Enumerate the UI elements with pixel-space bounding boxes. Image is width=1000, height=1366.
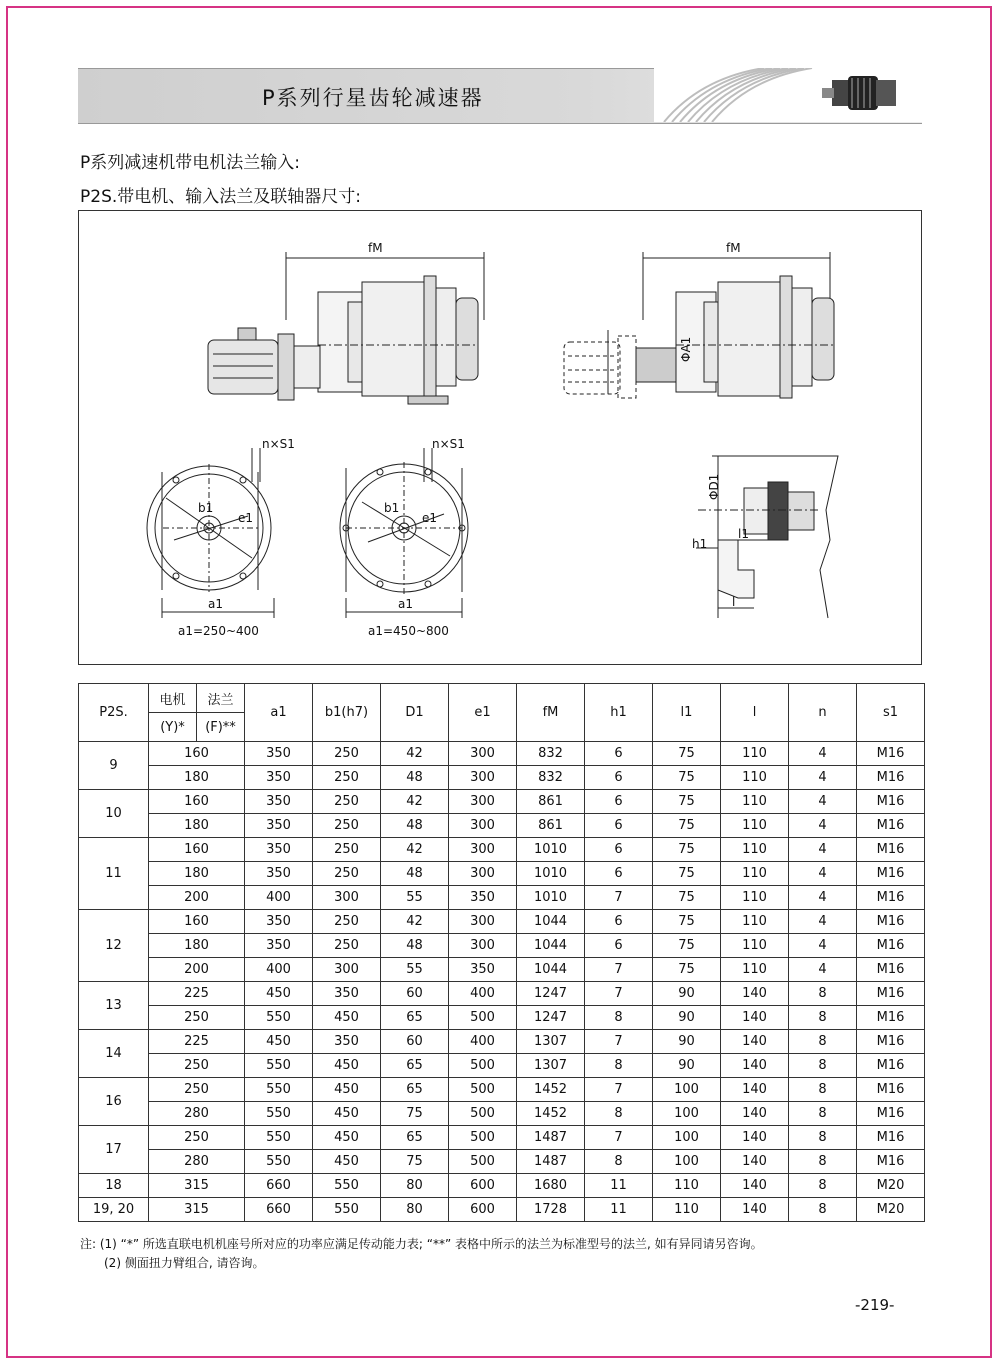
table-cell: 90 <box>653 1006 721 1030</box>
table-cell: 300 <box>449 862 517 886</box>
table-cell: 8 <box>585 1102 653 1126</box>
table-cell: 6 <box>585 862 653 886</box>
table-row <box>79 838 925 862</box>
table-cell: 450 <box>313 1102 381 1126</box>
table-cell: 90 <box>653 982 721 1006</box>
table-cell: 75 <box>381 1102 449 1126</box>
table-cell: 550 <box>313 1174 381 1198</box>
label-l1: l1 <box>738 527 749 541</box>
table-cell: 400 <box>449 1030 517 1054</box>
table-row <box>79 766 925 790</box>
table-cell: 140 <box>721 1078 789 1102</box>
technical-drawing <box>78 210 922 665</box>
table-row <box>79 1006 925 1030</box>
table-cell: 4 <box>789 910 857 934</box>
table-cell: 75 <box>653 958 721 982</box>
table-row <box>79 1078 925 1102</box>
table-cell: 7 <box>585 1030 653 1054</box>
label-b1-right: b1 <box>384 501 400 515</box>
table-cell: 180 <box>149 814 245 838</box>
cell-size: 18 <box>79 1174 149 1198</box>
table-cell: 140 <box>721 1174 789 1198</box>
table-row <box>79 910 925 934</box>
table-cell: 110 <box>721 958 789 982</box>
table-cell: 7 <box>585 1126 653 1150</box>
table-cell: 250 <box>149 1054 245 1078</box>
table-row <box>79 934 925 958</box>
table-cell: 350 <box>313 982 381 1006</box>
table-cell: 48 <box>381 766 449 790</box>
table-cell: 100 <box>653 1150 721 1174</box>
header-p2s: P2S. <box>79 684 149 742</box>
table-cell: 110 <box>721 766 789 790</box>
table-cell: 75 <box>653 814 721 838</box>
table-cell: 500 <box>449 1054 517 1078</box>
table-cell: 7 <box>585 886 653 910</box>
cell-size: 12 <box>79 910 149 982</box>
table-cell: 250 <box>313 862 381 886</box>
label-h1: h1 <box>692 537 708 551</box>
header-a1: a1 <box>245 684 313 742</box>
cell-size: 16 <box>79 1078 149 1126</box>
table-cell: 350 <box>245 790 313 814</box>
table-cell: 65 <box>381 1006 449 1030</box>
table-cell: 140 <box>721 1102 789 1126</box>
table-cell: 450 <box>313 1054 381 1078</box>
table-cell: 6 <box>585 910 653 934</box>
table-row <box>79 982 925 1006</box>
table-cell: 140 <box>721 1030 789 1054</box>
table-cell: M16 <box>857 1006 925 1030</box>
table-cell: M16 <box>857 958 925 982</box>
table-cell: 48 <box>381 814 449 838</box>
table-cell: 300 <box>313 886 381 910</box>
label-e1-left: e1 <box>238 511 254 525</box>
table-cell: 8 <box>789 1102 857 1126</box>
table-cell: 140 <box>721 1006 789 1030</box>
label-nxs1-right: n×S1 <box>432 437 465 451</box>
table-cell: 550 <box>313 1198 381 1222</box>
table-cell: 8 <box>585 1054 653 1078</box>
table-cell: 350 <box>449 886 517 910</box>
table-cell: 75 <box>653 862 721 886</box>
table-cell: 80 <box>381 1174 449 1198</box>
table-cell: 110 <box>721 790 789 814</box>
table-cell: M16 <box>857 742 925 766</box>
table-cell: 300 <box>449 934 517 958</box>
table-row <box>79 1126 925 1150</box>
caption-a1-large: a1=450~800 <box>368 624 449 638</box>
table-cell: M16 <box>857 1030 925 1054</box>
table-cell: 110 <box>721 862 789 886</box>
table-cell: 4 <box>789 742 857 766</box>
cell-size: 14 <box>79 1030 149 1078</box>
table-cell: 450 <box>313 1150 381 1174</box>
table-cell: 1307 <box>517 1054 585 1078</box>
label-l: l <box>732 595 736 609</box>
table-cell: 832 <box>517 742 585 766</box>
table-cell: M16 <box>857 1126 925 1150</box>
table-cell: 42 <box>381 910 449 934</box>
label-b1-left: b1 <box>198 501 214 515</box>
table-cell: 300 <box>313 958 381 982</box>
table-cell: 90 <box>653 1030 721 1054</box>
table-row <box>79 814 925 838</box>
table-cell: 42 <box>381 790 449 814</box>
header-flange: 法兰 <box>197 684 245 713</box>
table-cell: 350 <box>449 958 517 982</box>
table-cell: 8 <box>789 1174 857 1198</box>
table-cell: M16 <box>857 766 925 790</box>
header-fm: fM <box>517 684 585 742</box>
table-cell: 550 <box>245 1078 313 1102</box>
table-cell: 100 <box>653 1102 721 1126</box>
table-cell: 11 <box>585 1174 653 1198</box>
table-cell: 80 <box>381 1198 449 1222</box>
table-cell: 300 <box>449 790 517 814</box>
note-2: (2) 侧面扭力臂组合, 请咨询。 <box>104 1256 265 1270</box>
table-cell: 6 <box>585 790 653 814</box>
table-cell: 4 <box>789 862 857 886</box>
table-cell: 1010 <box>517 838 585 862</box>
table-cell: 4 <box>789 766 857 790</box>
table-row <box>79 1054 925 1078</box>
table-cell: 6 <box>585 766 653 790</box>
table-cell: 140 <box>721 1150 789 1174</box>
table-cell: 42 <box>381 838 449 862</box>
caption-a1-small: a1=250~400 <box>178 624 259 638</box>
table-cell: 75 <box>381 1150 449 1174</box>
label-fm-right: fM <box>726 241 741 255</box>
table-row <box>79 742 925 766</box>
table-cell: M16 <box>857 1054 925 1078</box>
table-cell: 350 <box>245 862 313 886</box>
table-cell: 6 <box>585 934 653 958</box>
table-cell: M20 <box>857 1198 925 1222</box>
table-row <box>79 1174 925 1198</box>
table-cell: 450 <box>313 1078 381 1102</box>
table-cell: 8 <box>789 1126 857 1150</box>
label-a1-right: a1 <box>398 597 413 611</box>
table-cell: 11 <box>585 1198 653 1222</box>
table-cell: M16 <box>857 982 925 1006</box>
header-n: n <box>789 684 857 742</box>
table-cell: 450 <box>313 1126 381 1150</box>
table-row <box>79 790 925 814</box>
table-cell: 1010 <box>517 862 585 886</box>
table-cell: 1044 <box>517 934 585 958</box>
table-cell: 55 <box>381 958 449 982</box>
table-cell: 250 <box>313 838 381 862</box>
table-cell: 250 <box>313 790 381 814</box>
table-cell: 1044 <box>517 958 585 982</box>
table-cell: 8 <box>789 1030 857 1054</box>
table-cell: 250 <box>149 1078 245 1102</box>
table-cell: 861 <box>517 814 585 838</box>
table-row <box>79 862 925 886</box>
table-cell: 250 <box>149 1006 245 1030</box>
header-flange-sub: (F)** <box>197 713 245 742</box>
table-row <box>79 958 925 982</box>
table-cell: 450 <box>245 1030 313 1054</box>
table-cell: 160 <box>149 790 245 814</box>
table-cell: 60 <box>381 1030 449 1054</box>
table-cell: 110 <box>653 1198 721 1222</box>
table-cell: 500 <box>449 1150 517 1174</box>
table-cell: 180 <box>149 934 245 958</box>
table-cell: 1044 <box>517 910 585 934</box>
table-cell: 400 <box>449 982 517 1006</box>
cell-size: 10 <box>79 790 149 838</box>
cell-size: 13 <box>79 982 149 1030</box>
table-cell: 180 <box>149 862 245 886</box>
table-cell: 400 <box>245 958 313 982</box>
table-cell: 8 <box>789 1054 857 1078</box>
label-nxs1-left: n×S1 <box>262 437 295 451</box>
table-cell: M16 <box>857 910 925 934</box>
table-cell: 350 <box>245 934 313 958</box>
table-cell: 300 <box>449 814 517 838</box>
table-cell: 500 <box>449 1126 517 1150</box>
dimension-table <box>78 683 925 1222</box>
section-title: P系列减速机带电机法兰输入: <box>80 153 300 173</box>
table-cell: 8 <box>585 1150 653 1174</box>
table-row <box>79 1102 925 1126</box>
table-cell: 48 <box>381 862 449 886</box>
table-cell: 300 <box>449 910 517 934</box>
header-d1: D1 <box>381 684 449 742</box>
table-cell: 8 <box>789 1078 857 1102</box>
table-cell: 75 <box>653 934 721 958</box>
header-s1: s1 <box>857 684 925 742</box>
table-cell: 160 <box>149 838 245 862</box>
table-cell: 140 <box>721 1198 789 1222</box>
page-number: -219- <box>855 1296 895 1314</box>
table-cell: 400 <box>245 886 313 910</box>
table-cell: 350 <box>245 910 313 934</box>
table-cell: 6 <box>585 742 653 766</box>
table-cell: 450 <box>245 982 313 1006</box>
table-cell: 140 <box>721 1054 789 1078</box>
table-cell: 48 <box>381 934 449 958</box>
table-cell: 1247 <box>517 982 585 1006</box>
table-cell: 350 <box>313 1030 381 1054</box>
table-cell: 100 <box>653 1078 721 1102</box>
label-fm-left: fM <box>368 241 383 255</box>
label-phi-d1: ΦD1 <box>707 473 721 500</box>
table-cell: 600 <box>449 1174 517 1198</box>
header-stripes-decoration <box>654 68 922 122</box>
table-cell: 1010 <box>517 886 585 910</box>
table-cell: 160 <box>149 742 245 766</box>
header-b1: b1(h7) <box>313 684 381 742</box>
table-row <box>79 886 925 910</box>
table-cell: 75 <box>653 886 721 910</box>
table-cell: M16 <box>857 862 925 886</box>
table-cell: 75 <box>653 838 721 862</box>
cell-size: 19, 20 <box>79 1198 149 1222</box>
table-cell: 6 <box>585 838 653 862</box>
table-cell: 42 <box>381 742 449 766</box>
table-cell: 7 <box>585 982 653 1006</box>
table-cell: 832 <box>517 766 585 790</box>
table-cell: 500 <box>449 1102 517 1126</box>
table-cell: 550 <box>245 1006 313 1030</box>
table-cell: 315 <box>149 1174 245 1198</box>
table-cell: 550 <box>245 1150 313 1174</box>
table-cell: 1247 <box>517 1006 585 1030</box>
table-cell: 4 <box>789 886 857 910</box>
table-cell: 250 <box>313 742 381 766</box>
header-l: l <box>721 684 789 742</box>
table-cell: 500 <box>449 1078 517 1102</box>
table-cell: 6 <box>585 814 653 838</box>
table-cell: 250 <box>313 934 381 958</box>
table-cell: 8 <box>789 982 857 1006</box>
table-cell: 160 <box>149 910 245 934</box>
table-cell: 225 <box>149 1030 245 1054</box>
header-e1: e1 <box>449 684 517 742</box>
table-cell: 300 <box>449 838 517 862</box>
table-cell: 140 <box>721 982 789 1006</box>
table-cell: 110 <box>721 886 789 910</box>
table-cell: 8 <box>789 1150 857 1174</box>
table-cell: 180 <box>149 766 245 790</box>
table-cell: 1452 <box>517 1102 585 1126</box>
table-cell: M16 <box>857 1102 925 1126</box>
table-cell: 280 <box>149 1150 245 1174</box>
table-cell: 90 <box>653 1054 721 1078</box>
table-cell: 350 <box>245 814 313 838</box>
table-cell: M16 <box>857 886 925 910</box>
table-cell: M16 <box>857 1150 925 1174</box>
table-cell: 225 <box>149 982 245 1006</box>
table-cell: M16 <box>857 790 925 814</box>
table-cell: 1452 <box>517 1078 585 1102</box>
table-cell: 4 <box>789 958 857 982</box>
table-cell: 75 <box>653 790 721 814</box>
table-cell: 250 <box>149 1126 245 1150</box>
header-motor: 电机 <box>149 684 197 713</box>
table-cell: 8 <box>789 1198 857 1222</box>
table-cell: 140 <box>721 1126 789 1150</box>
table-cell: 110 <box>721 910 789 934</box>
table-cell: M20 <box>857 1174 925 1198</box>
table-cell: 110 <box>721 742 789 766</box>
table-cell: 1307 <box>517 1030 585 1054</box>
table-cell: 250 <box>313 814 381 838</box>
table-cell: 8 <box>585 1006 653 1030</box>
table-cell: 100 <box>653 1126 721 1150</box>
table-cell: 300 <box>449 766 517 790</box>
note-1: 注: (1) “*” 所选直联电机机座号所对应的功率应满足传动能力表; “**” 表格中所示的法兰为标准型号的法兰, 如有异同请另咨询。 <box>80 1237 763 1251</box>
table-cell: 350 <box>245 766 313 790</box>
table-cell: 75 <box>653 766 721 790</box>
label-e1-right: e1 <box>422 511 438 525</box>
table-cell: 350 <box>245 742 313 766</box>
table-body <box>79 742 925 1222</box>
table-cell: M16 <box>857 838 925 862</box>
table-cell: 300 <box>449 742 517 766</box>
table-cell: 4 <box>789 814 857 838</box>
table-cell: 450 <box>313 1006 381 1030</box>
table-cell: 660 <box>245 1198 313 1222</box>
table-cell: M16 <box>857 814 925 838</box>
table-cell: 550 <box>245 1102 313 1126</box>
table-cell: 550 <box>245 1126 313 1150</box>
table-cell: 7 <box>585 1078 653 1102</box>
table-cell: 1487 <box>517 1126 585 1150</box>
table-cell: 55 <box>381 886 449 910</box>
table-cell: 8 <box>789 1006 857 1030</box>
table-cell: 250 <box>313 766 381 790</box>
table-row <box>79 1150 925 1174</box>
table-cell: 110 <box>721 838 789 862</box>
table-cell: 65 <box>381 1078 449 1102</box>
table-cell: 4 <box>789 934 857 958</box>
cell-size: 9 <box>79 742 149 790</box>
table-cell: 110 <box>653 1174 721 1198</box>
section-subtitle: P2S.带电机、输入法兰及联轴器尺寸: <box>80 187 361 207</box>
table-cell: 75 <box>653 910 721 934</box>
table-cell: 60 <box>381 982 449 1006</box>
table-cell: 500 <box>449 1006 517 1030</box>
table-cell: 4 <box>789 790 857 814</box>
cell-size: 11 <box>79 838 149 910</box>
table-cell: 1487 <box>517 1150 585 1174</box>
table-cell: 110 <box>721 934 789 958</box>
table-cell: 550 <box>245 1054 313 1078</box>
table-cell: 280 <box>149 1102 245 1126</box>
label-phi-a1: ΦA1 <box>679 336 693 362</box>
table-cell: 65 <box>381 1054 449 1078</box>
table-cell: 7 <box>585 958 653 982</box>
table-cell: 110 <box>721 814 789 838</box>
table-cell: 75 <box>653 742 721 766</box>
table-cell: 200 <box>149 886 245 910</box>
table-cell: 4 <box>789 838 857 862</box>
label-a1-left: a1 <box>208 597 223 611</box>
table-cell: 600 <box>449 1198 517 1222</box>
header-h1: h1 <box>585 684 653 742</box>
table-row <box>79 1198 925 1222</box>
gearbox-product-icon <box>822 76 896 110</box>
table-cell: 350 <box>245 838 313 862</box>
table-cell: 1680 <box>517 1174 585 1198</box>
table-cell: 315 <box>149 1198 245 1222</box>
table-cell: 200 <box>149 958 245 982</box>
table-cell: 861 <box>517 790 585 814</box>
table-cell: 660 <box>245 1174 313 1198</box>
table-cell: 1728 <box>517 1198 585 1222</box>
cell-size: 17 <box>79 1126 149 1174</box>
table-cell: 250 <box>313 910 381 934</box>
header-l1: l1 <box>653 684 721 742</box>
header-motor-sub: (Y)* <box>149 713 197 742</box>
table-row <box>79 1030 925 1054</box>
table-cell: M16 <box>857 934 925 958</box>
table-cell: M16 <box>857 1078 925 1102</box>
table-cell: 65 <box>381 1126 449 1150</box>
page-title: P系列行星齿轮减速器 <box>262 86 484 110</box>
